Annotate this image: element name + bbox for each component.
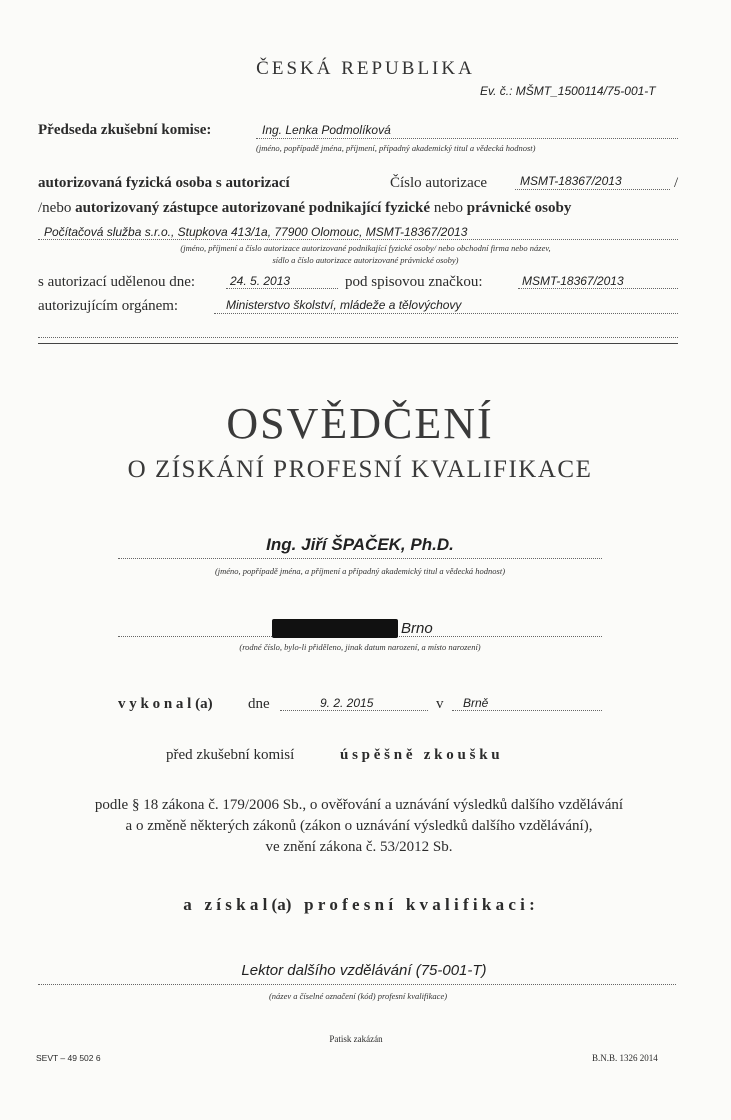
law-line-2: a o změně některých zákonů (zákon o uznávání výsledků dalšího vzdělávání), xyxy=(125,818,593,834)
country-heading: ČESKÁ REPUBLIKA xyxy=(256,58,475,79)
form-code: SEVT – 49 502 6 xyxy=(36,1053,101,1063)
company-line xyxy=(38,239,678,240)
chair-line xyxy=(256,138,678,139)
auth-number-label: Číslo autorizace xyxy=(390,175,488,191)
alt-prefix: /nebo xyxy=(38,200,72,216)
slash-mark: / xyxy=(674,175,679,191)
holder-line xyxy=(118,558,602,559)
file-label: pod spisovou značkou: xyxy=(345,274,483,290)
granted-line xyxy=(226,288,338,289)
birth-place: Brno xyxy=(401,620,433,637)
chair-label: Předseda zkušební komise: xyxy=(38,122,212,138)
authority-value: Ministerstvo školství, mládeže a tělovýchovy xyxy=(226,298,462,312)
certificate-title: OSVĚDČENÍ xyxy=(226,399,494,448)
holder-name: Ing. Jiří ŠPAČEK, Ph.D. xyxy=(266,535,454,554)
chair-value: Ing. Lenka Podmolíková xyxy=(262,123,391,137)
place-label: v xyxy=(436,696,444,712)
company-note-1: (jméno, příjmení a číslo autorizace autorizované podnikající fyzické osoby/ nebo obchodní firma nebo název, xyxy=(180,243,551,253)
redaction-bar xyxy=(272,619,398,638)
law-line-3: ve znění zákona č. 53/2012 Sb. xyxy=(265,839,453,855)
header-divider xyxy=(38,343,678,344)
qualification-line xyxy=(38,984,676,985)
authority-label: autorizujícím orgánem: xyxy=(38,298,179,314)
authority-line xyxy=(214,313,678,314)
authorized-person-label: autorizovaná fyzická osoba s autorizací xyxy=(38,175,290,191)
qualification-note: (název a číselné označení (kód) profesní kvalifikace) xyxy=(268,991,448,1001)
alt-legal-label: právnické osoby xyxy=(466,200,572,216)
blank-line xyxy=(38,337,678,338)
print-code: B.N.B. 1326 2014 xyxy=(592,1053,658,1063)
success-label: ú s p ě š n ě z k o u š k u xyxy=(340,747,500,763)
date-line xyxy=(280,710,428,711)
certificate-subtitle: O ZÍSKÁNÍ PROFESNÍ KVALIFIKACE xyxy=(127,456,593,483)
company-value: Počítačová služba s.r.o., Stupkova 413/1a, 77900 Olomouc, MSMT-18367/2013 xyxy=(44,225,468,239)
passed-label: v y k o n a l (a) xyxy=(118,696,213,712)
birth-note: (rodné číslo, bylo-li přiděleno, jinak datum narození, a místo narození) xyxy=(239,642,481,652)
alt-or: nebo xyxy=(433,200,463,216)
file-line xyxy=(518,288,678,289)
alt-representative-line xyxy=(38,200,571,217)
chair-note: (jméno, popřípadě jména, příjmení, případný akademický titul a vědecká hodnost) xyxy=(256,143,536,153)
reprint-notice: Patisk zakázán xyxy=(329,1034,383,1044)
date-value: 9. 2. 2015 xyxy=(320,696,374,710)
qualification-value: Lektor dalšího vzdělávání (75-001-T) xyxy=(241,962,487,979)
evidence-number: Ev. č.: MŠMT_1500114/75-001-T xyxy=(480,84,656,98)
granted-label: s autorizací udělenou dne: xyxy=(38,274,196,290)
file-value: MSMT-18367/2013 xyxy=(522,274,624,288)
alt-representative-label: autorizovaný zástupce autorizované podnikající fyzické xyxy=(75,200,431,216)
granted-value: 24. 5. 2013 xyxy=(230,274,291,288)
acquired-label: a z í s k a l (a) p r o f e s n í k v a l i f i k a c i : xyxy=(183,895,535,914)
law-line-1: podle § 18 zákona č. 179/2006 Sb., o ověřování a uznávání výsledků dalšího vzdělávání xyxy=(94,797,624,813)
place-value: Brně xyxy=(463,696,489,710)
company-note-2: sídlo a číslo autorizace autorizované právnické osoby) xyxy=(272,255,459,265)
holder-note: (jméno, popřípadě jména, a příjmení a případný akademický titul a vědecká hodnost) xyxy=(214,566,506,576)
auth-number-line xyxy=(515,189,670,190)
auth-number-value: MSMT-18367/2013 xyxy=(520,174,622,188)
place-line xyxy=(452,710,602,711)
date-label: dne xyxy=(248,696,270,712)
before-label: před zkušební komisí xyxy=(166,747,295,763)
